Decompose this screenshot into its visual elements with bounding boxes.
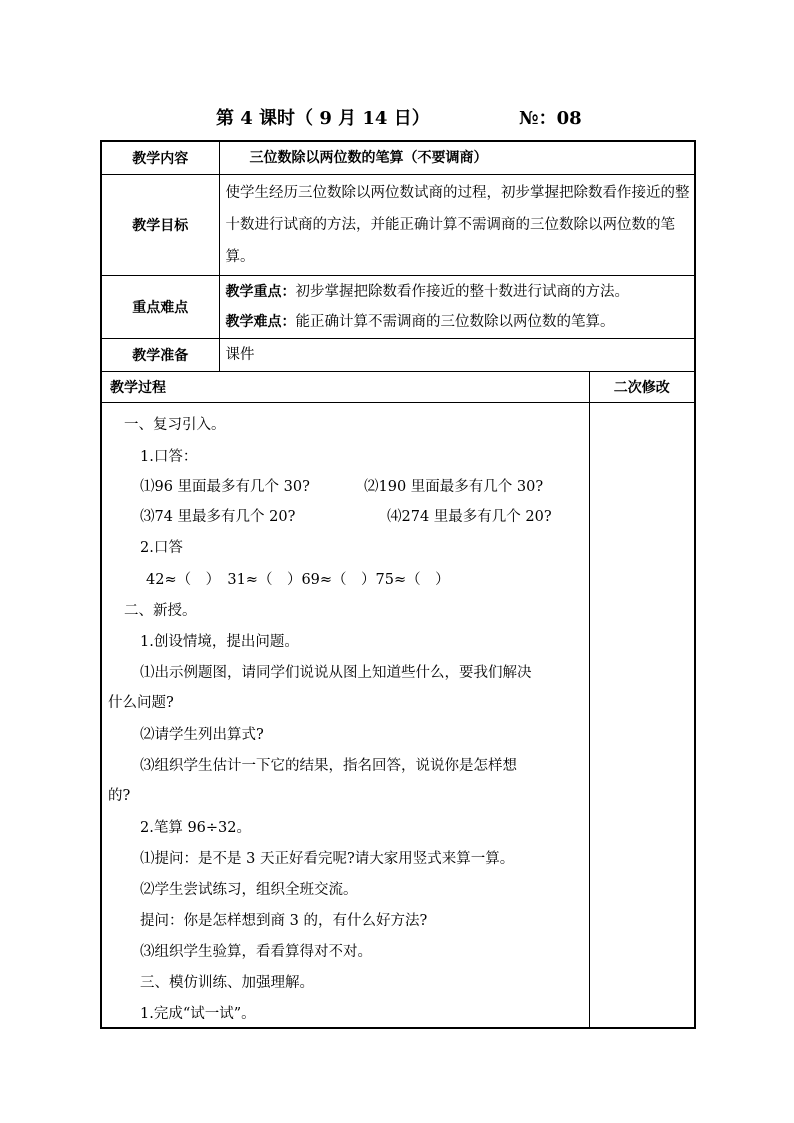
goal-cell [219,175,695,276]
revision-cell [589,403,695,1029]
page-header [0,104,794,132]
approx-row: 42≈（ ） 31≈（ ）69≈（ ）75≈（ ） [146,572,450,588]
step-3a: ⑶组织学生估计一下它的结果，指名回答，说说你是怎样想 [140,758,517,774]
row-goal [101,175,695,276]
difficulty-value: 能正确计算不需调商的三位数除以两位数的笔算。 [295,314,615,330]
lesson-title: 第 4 课时（ 9 月 14 日） [216,108,430,129]
revision-label: 二次修改 [589,372,695,403]
row-process [101,403,695,1029]
item-try: 1.完成“试一试”。 [140,1006,256,1022]
step-1b: 什么问题? [108,695,174,711]
step-1a: ⑴出示例题图，请同学们说说从图上知道些什么，要我们解决 [140,665,532,681]
lesson-plan-table [100,140,696,1029]
difficulty-label: 教学难点： [225,314,296,330]
step-4: ⑴提问：是不是 3 天正好看完呢?请大家用竖式来算一算。 [140,851,515,867]
prep-label: 教学准备 [101,339,219,372]
section-practice: 三、模仿训练、加强理解。 [140,975,314,991]
prep-value: 课件 [219,339,695,372]
row-prep [101,339,695,372]
item-scenario: 1.创设情境，提出问题。 [140,634,299,650]
difficulty-line [226,307,695,337]
row-process-header [101,372,695,403]
step-6: 提问：你是怎样想到商 3 的，有什么好方法? [140,913,428,929]
item-written: 2.笔算 96÷32。 [140,820,251,836]
section-review: 一、复习引入。 [124,417,226,433]
step-5: ⑵学生尝试练习，组织全班交流。 [140,882,358,898]
row-content [101,141,695,175]
question-3: ⑶74 里最多有几个 20? [140,509,296,525]
process-label: 教学过程 [101,372,589,403]
item-oral-1: 1.口答： [140,449,198,465]
item-oral-2: 2.口答 [140,540,183,556]
question-1: ⑴96 里面最多有几个 30? [140,479,310,495]
process-body [102,403,589,1027]
content-value: 三位数除以两位数的笔算（不要调商） [219,141,695,175]
key-point-line [226,277,695,307]
step-3b: 的? [108,788,131,804]
process-cell [101,403,589,1029]
question-4: ⑷274 里最多有几个 20? [387,509,552,525]
key-cell [219,276,695,339]
step-2: ⑵请学生列出算式? [140,727,264,743]
goal-value: 使学生经历三位数除以两位数试商的过程，初步掌握把除数看作接近的整十数进行试商的方法，并能正确计算不需调商的三位数除以两位数的笔算。 [225,185,690,265]
key-label: 重点难点 [101,276,219,339]
lesson-number: №：08 [519,108,582,129]
key-point-label: 教学重点： [225,284,296,300]
question-2: ⑵190 里面最多有几个 30? [364,479,544,495]
section-new: 二、新授。 [124,603,197,619]
step-7: ⑶组织学生验算，看看算得对不对。 [140,944,372,960]
content-label: 教学内容 [101,141,219,175]
row-key [101,276,695,339]
key-point-value: 初步掌握把除数看作接近的整十数进行试商的方法。 [295,284,629,300]
goal-label: 教学目标 [101,175,219,276]
